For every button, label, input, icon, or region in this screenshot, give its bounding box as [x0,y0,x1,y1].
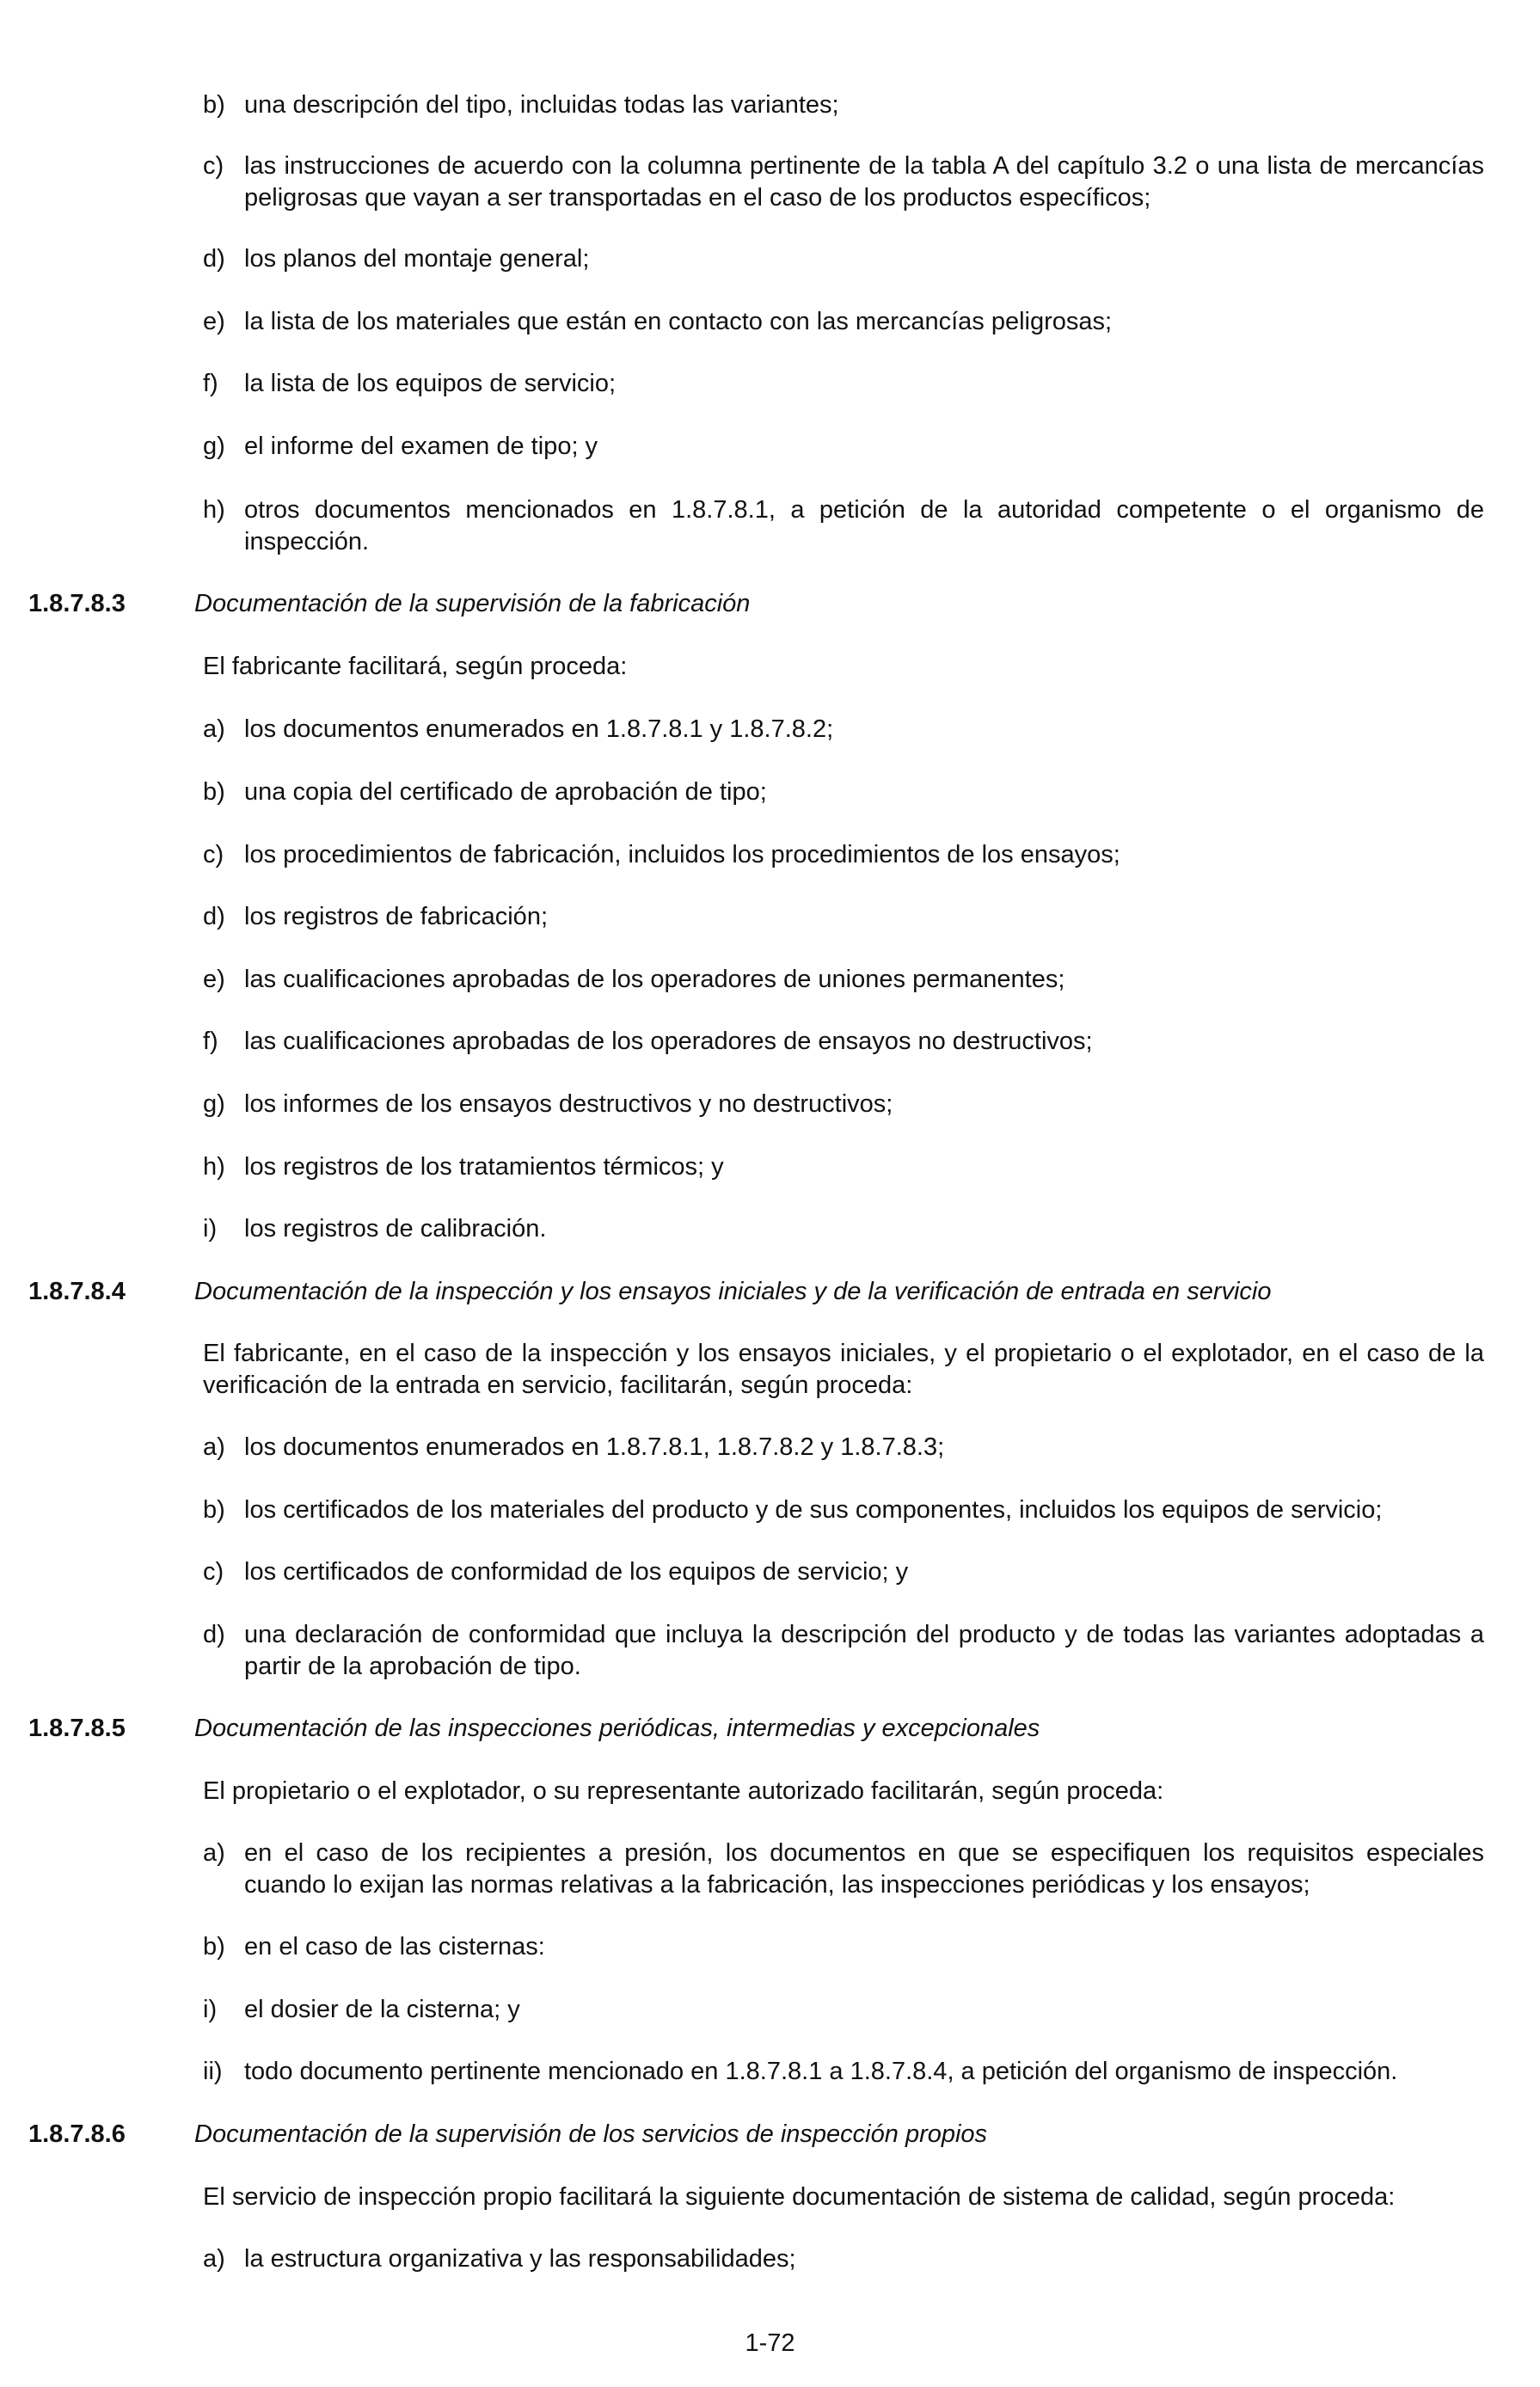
list-marker: a) [203,2245,225,2273]
list-item [203,1213,1484,1245]
list-item-text: los documentos enumerados en 1.8.7.8.1 y 1.8.7.8.2; [244,715,834,743]
list-item-text: los planos del montaje general; [244,245,590,273]
list-marker: g) [203,433,225,460]
list-item [203,150,1484,214]
list-item-text: la estructura organizativa y las responsabilidades; [244,2245,796,2273]
section-number: 1.8.7.8.6 [28,2120,126,2148]
list-item [203,494,1484,558]
list-marker: d) [203,903,225,930]
list-item-text: la lista de los materiales que están en contacto con las mercancías peligrosas; [244,308,1113,335]
list-item [203,243,1484,275]
list-item-text: las cualificaciones aprobadas de los operadores de uniones permanentes; [244,966,1065,993]
list-marker: f) [203,370,218,397]
list-marker: a) [203,715,225,743]
list-marker: i) [203,1996,218,2023]
list-marker: e) [203,308,225,335]
list-marker: f) [203,1028,218,1055]
list-item [203,1994,1484,2026]
list-item [203,431,1484,463]
list-item-text: las instrucciones de acuerdo con la columna pertinente de la tabla A del capítulo 3.2 o una lista de mercancías peligrosas que vayan a ser transportadas en el caso de los productos específicos; [244,152,1484,212]
list-item [203,1432,1484,1463]
list-marker: b) [203,1496,225,1524]
paragraph: El fabricante facilitará, según proceda: [203,653,628,680]
section-title: Documentación de la inspección y los ensayos iniciales y de la verificación de entrada en servicio [194,1278,1272,1305]
list-item [203,964,1484,996]
list-item [203,2056,1484,2088]
list-item [203,1151,1484,1183]
list-marker: c) [203,152,224,180]
list-item [203,839,1484,871]
list-item [203,368,1484,400]
list-item-text: en el caso de los recipientes a presión, los documentos en que se especifiquen los requisitos especiales cuando lo exijan las normas relativas a la fabricación, las inspecciones periódicas y los ensayos; [244,1839,1484,1899]
list-marker: d) [203,1621,225,1648]
list-item [203,306,1484,338]
list-marker: b) [203,91,225,119]
list-marker: h) [203,1153,225,1181]
list-item-text: los procedimientos de fabricación, incluidos los procedimientos de los ensayos; [244,841,1120,868]
list-item [203,714,1484,746]
paragraph: El fabricante, en el caso de la inspección y los ensayos iniciales, y el propietario o el explotador, en el caso de la verificación de la entrada en servicio, facilitarán, según proceda: [203,1340,1484,1399]
paragraph: El propietario o el explotador, o su representante autorizado facilitarán, según proceda: [203,1777,1164,1805]
list-marker: b) [203,1933,225,1961]
list-item-text: todo documento pertinente mencionado en 1.8.7.8.1 a 1.8.7.8.4, a petición del organismo de inspección. [244,2058,1398,2085]
list-item [203,901,1484,933]
list-marker: a) [203,1839,225,1867]
section-title: Documentación de la supervisión de los servicios de inspección propios [194,2120,988,2148]
list-item [203,1556,1484,1588]
list-item-text: el dosier de la cisterna; y [244,1996,520,2023]
list-marker: a) [203,1433,225,1461]
list-item-text: los certificados de conformidad de los equipos de servicio; y [244,1558,909,1586]
list-item-text: en el caso de las cisternas: [244,1933,545,1961]
list-item-text: los registros de fabricación; [244,903,548,930]
list-item [203,1838,1484,1901]
list-item [203,1931,1484,1963]
section-title: Documentación de la supervisión de la fabricación [194,590,751,617]
list-marker: b) [203,778,225,806]
list-marker: i) [203,1215,218,1243]
section-number: 1.8.7.8.5 [28,1715,126,1742]
section-number: 1.8.7.8.4 [28,1278,126,1305]
list-item-text: los registros de los tratamientos térmicos; y [244,1153,724,1181]
list-marker: ii) [203,2058,223,2085]
list-item-text: una declaración de conformidad que incluya la descripción del producto y de todas las variantes adoptadas a partir de la aprobación de tipo. [244,1621,1484,1680]
list-item-text: los documentos enumerados en 1.8.7.8.1, 1.8.7.8.2 y 1.8.7.8.3; [244,1433,945,1461]
list-item-text: la lista de los equipos de servicio; [244,370,617,397]
list-marker: d) [203,245,225,273]
list-marker: g) [203,1090,225,1118]
list-item [203,2243,1484,2275]
list-item-text: los certificados de los materiales del producto y de sus componentes, incluidos los equipos de servicio; [244,1496,1383,1524]
section-title: Documentación de las inspecciones periódicas, intermedias y excepcionales [194,1715,1040,1742]
list-item [203,89,1484,121]
list-item-text: otros documentos mencionados en 1.8.7.8.1, a petición de la autoridad competente o el organismo de inspección. [244,496,1484,555]
list-marker: h) [203,496,225,524]
list-item [203,1619,1484,1683]
list-marker: e) [203,966,225,993]
section-number: 1.8.7.8.3 [28,590,126,617]
list-item-text: una descripción del tipo, incluidas todas las variantes; [244,91,839,119]
paragraph: El servicio de inspección propio facilitará la siguiente documentación de sistema de calidad, según proceda: [203,2183,1396,2211]
list-item [203,1026,1484,1058]
list-item-text: una copia del certificado de aprobación de tipo; [244,778,767,806]
list-item-text: los registros de calibración. [244,1215,547,1243]
list-item [203,776,1484,808]
list-item-text: el informe del examen de tipo; y [244,433,598,460]
list-item-text: las cualificaciones aprobadas de los operadores de ensayos no destructivos; [244,1028,1093,1055]
list-marker: c) [203,1558,224,1586]
page-number: 1-72 [745,2329,795,2357]
list-item-text: los informes de los ensayos destructivos y no destructivos; [244,1090,893,1118]
list-marker: c) [203,841,224,868]
list-item [203,1494,1484,1526]
list-item [203,1089,1484,1120]
